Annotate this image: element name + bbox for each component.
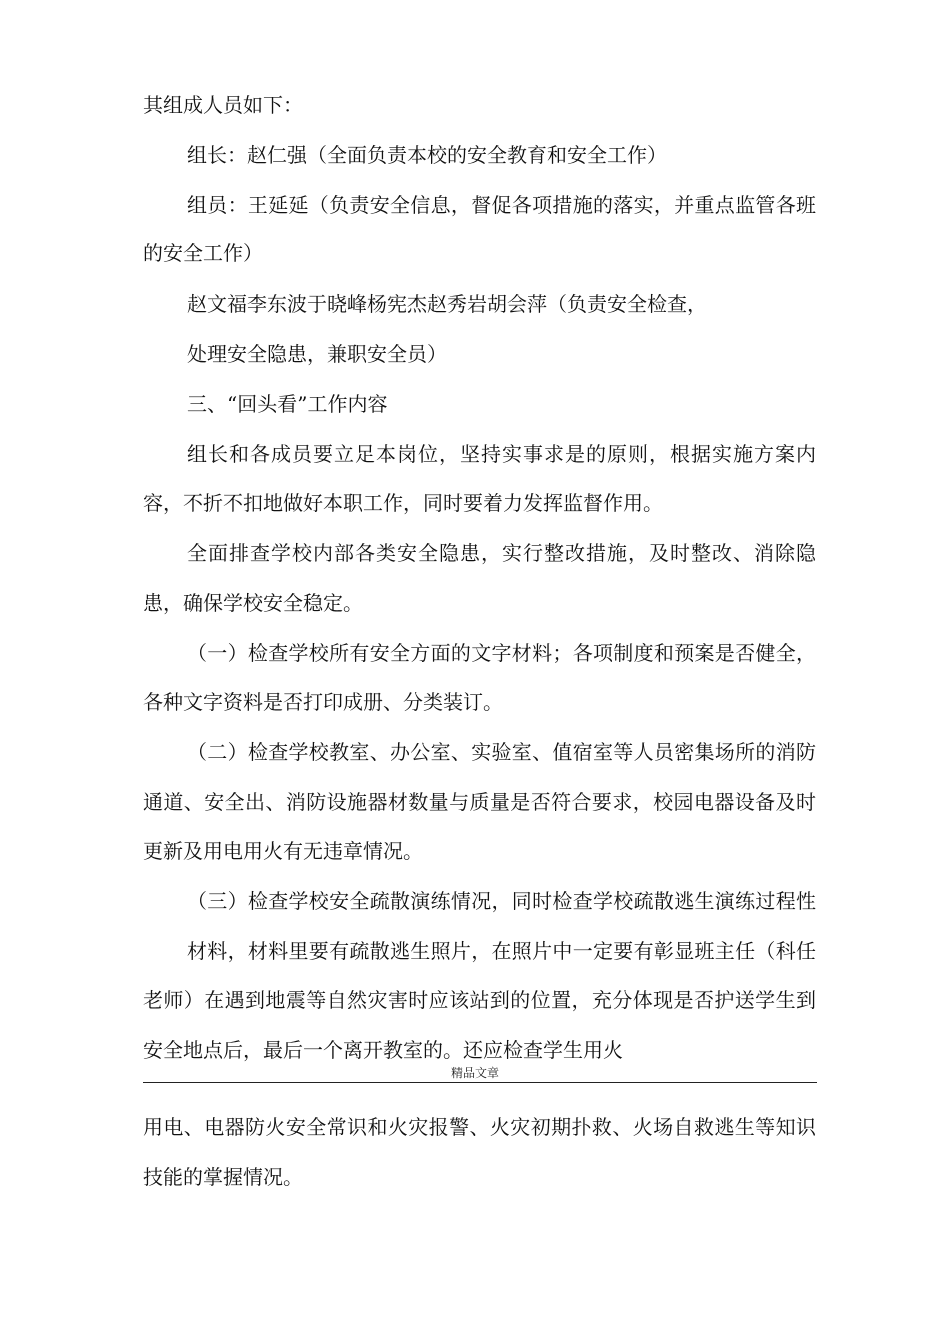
paragraph-line: 其组成人员如下： [143, 93, 303, 117]
paragraph-line: 容，不折不扣地做好本职工作，同时要着力发挥监督作用。 [143, 491, 663, 515]
paragraph-line: 安全地点后，最后一个离开教室的。还应检查学生用火 [143, 1038, 623, 1062]
paragraph-line: 通道、安全出、消防设施器材数量与质量是否符合要求，校园电器设备及时 [143, 790, 816, 814]
page-footer-label: 精品文章 [450, 1066, 499, 1080]
paragraph-line: 材料，材料里要有疏散逃生照片，在照片中一定要有彰显班主任（科任 [187, 939, 816, 963]
paragraph-line: 更新及用电用火有无违章情况。 [143, 839, 423, 863]
paragraph-line: 技能的掌握情况。 [143, 1165, 303, 1189]
paragraph-line: （一）检查学校所有安全方面的文字材料；各项制度和预案是否健全， [187, 641, 816, 665]
paragraph-line: 的安全工作） [143, 241, 263, 265]
paragraph-line: 用电、电器防火安全常识和火灾报警、火灾初期扑救、火场自救逃生等知识 [143, 1115, 816, 1139]
paragraph-line: 老师）在遇到地震等自然灾害时应该站到的位置，充分体现是否护送学生到 [143, 988, 816, 1012]
paragraph-line: 组员：王延延（负责安全信息，督促各项措施的落实，并重点监管各班 [187, 193, 816, 217]
paragraph-line: 组长和各成员要立足本岗位，坚持实事求是的原则，根据实施方案内 [187, 442, 816, 466]
paragraph-line: （三）检查学校安全疏散演练情况，同时检查学校疏散逃生演练过程性 [187, 889, 816, 913]
paragraph-line: 患，确保学校安全稳定。 [143, 591, 363, 615]
paragraph-line: 全面排查学校内部各类安全隐患，实行整改措施，及时整改、消除隐 [187, 541, 816, 565]
paragraph-line: 各种文字资料是否打印成册、分类装订。 [143, 690, 503, 714]
paragraph-line: 处理安全隐患，兼职安全员） [187, 342, 447, 366]
paragraph-line: （二）检查学校教室、办公室、实验室、值宿室等人员密集场所的消防 [187, 740, 816, 764]
paragraph-line: 组长：赵仁强（全面负责本校的安全教育和安全工作） [187, 143, 667, 167]
paragraph-line: 赵文福李东波于晓峰杨宪杰赵秀岩胡会萍（负责安全检查， [187, 292, 707, 316]
footer-divider [143, 1082, 817, 1083]
section-heading: 三、“回头看”工作内容 [187, 392, 388, 416]
